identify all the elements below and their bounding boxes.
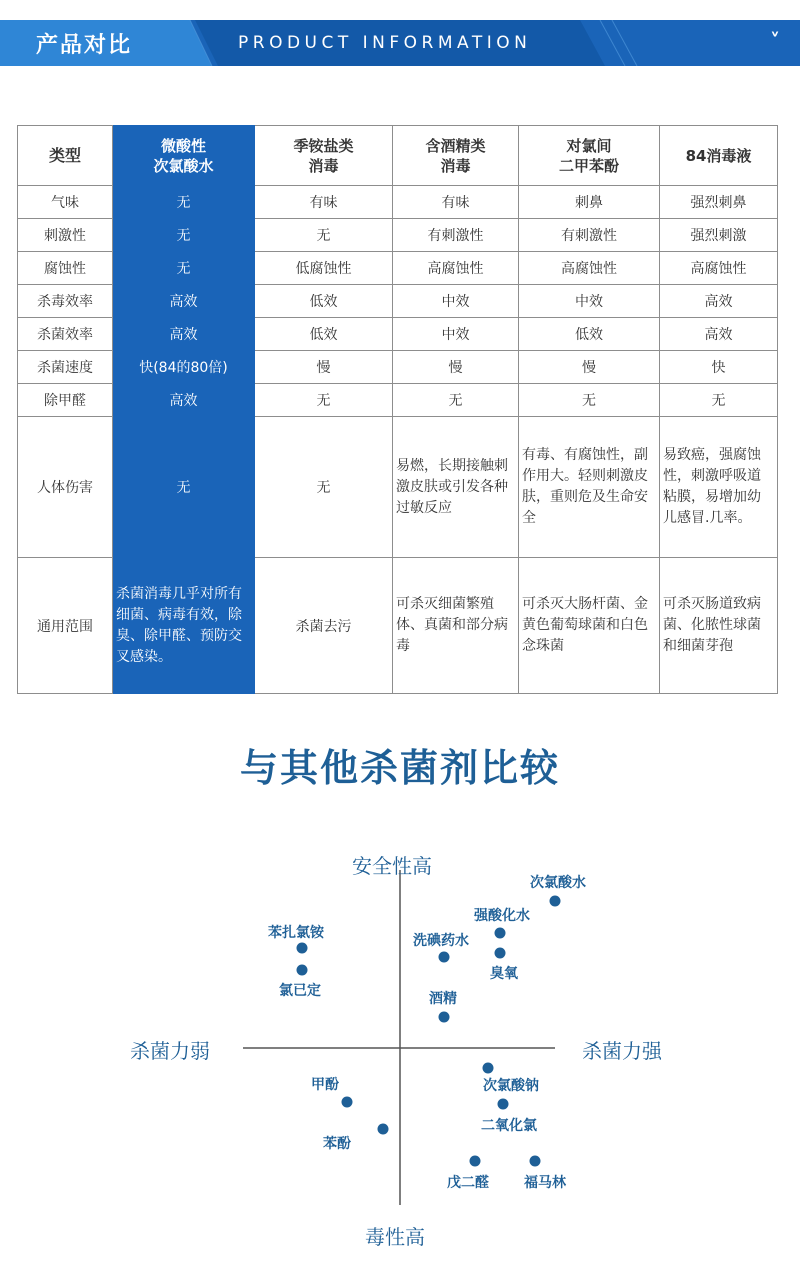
table-cell: 无 [255,219,393,252]
table-cell: 有毒、有腐蚀性，副作用大。轻则刺激皮肤，重则危及生命安全 [519,417,660,558]
table-row [18,417,778,558]
point-dot-cresol [342,1097,353,1108]
table-cell: 高腐蚀性 [393,252,519,285]
axis-left-label: 杀菌力弱 [130,1039,210,1063]
table-row [18,186,778,219]
point-label: 苯扎氯铵 [268,925,324,941]
row-label: 通用范围 [18,558,113,694]
table-cell: 高效 [660,285,778,318]
header-cell [393,126,519,186]
table-cell: 无 [113,219,255,252]
table-cell: 可杀灭大肠杆菌、金黄色葡萄球菌和白色念珠菌 [519,558,660,694]
header-alcohol: 含酒精类 消毒 [425,136,486,175]
table-cell: 强烈刺鼻 [660,186,778,219]
point-dot-glutaraldehyde [470,1156,481,1167]
table-cell: 杀菌消毒几乎对所有细菌、病毒有效，除臭、除甲醛、预防交叉感染。 [113,558,255,694]
point-dot-strong-acid [495,928,506,939]
table-row [18,558,778,694]
table-cell: 高腐蚀性 [660,252,778,285]
point-dot-phenol [378,1124,389,1135]
table-cell: 刺鼻 [519,186,660,219]
row-label: 腐蚀性 [18,252,113,285]
point-label: 甲酚 [311,1077,339,1093]
point-dot-hocl [550,896,561,907]
table-cell: 可杀灭肠道致病菌、化脓性球菌和细菌芽孢 [660,558,778,694]
banner-subtitle: PRODUCT INFORMATION [238,33,532,53]
header-cell [18,126,113,186]
table-cell: 易燃，长期接触刺激皮肤或引发各种过敏反应 [393,417,519,558]
section-title: 与其他杀菌剂比较 [239,746,560,790]
table-cell: 快(84的80倍) [113,351,255,384]
point-label: 洗碘药水 [413,933,469,949]
comparison-table [17,125,777,694]
axis-right-label: 杀菌力强 [582,1039,662,1063]
axis-top-label: 安全性高 [352,854,432,878]
point-label: 二氧化氯 [481,1118,537,1134]
table-cell: 高腐蚀性 [519,252,660,285]
header-type: 类型 [48,145,81,165]
table-cell: 无 [255,384,393,417]
table-row [18,219,778,252]
table-row [18,318,778,351]
table-cell: 高效 [113,285,255,318]
quadrant-points [0,820,800,1267]
table-cell: 慢 [519,351,660,384]
row-label: 刺激性 [18,219,113,252]
header-cell [113,126,255,186]
header-cell [255,126,393,186]
table-cell: 慢 [393,351,519,384]
table-cell: 无 [113,417,255,558]
table-cell: 低效 [255,318,393,351]
table-cell: 无 [519,384,660,417]
header-cell [660,126,778,186]
table-row [18,351,778,384]
chevron-down-icon[interactable]: ˅ [770,29,780,53]
point-label: 苯酚 [323,1136,351,1152]
point-label: 戊二醛 [447,1175,489,1191]
point-dot-chlorhexidine [297,965,308,976]
point-label: 臭氧 [490,966,518,982]
table-cell: 有味 [393,186,519,219]
table-cell: 低效 [519,318,660,351]
point-dot-iodine [439,952,450,963]
point-label: 酒精 [429,991,457,1007]
table-cell: 杀菌去污 [255,558,393,694]
table-cell: 高效 [113,384,255,417]
point-dot-clo2 [498,1099,509,1110]
table-cell: 高效 [660,318,778,351]
table-cell: 高效 [113,318,255,351]
table-row [18,285,778,318]
point-dot-formalin [530,1156,541,1167]
table-header-row [18,126,778,186]
table-cell: 有味 [255,186,393,219]
table-cell: 低腐蚀性 [255,252,393,285]
point-dot-alcohol [439,1012,450,1023]
header-84: 84消毒液 [685,146,752,165]
header-quat: 季铵盐类 消毒 [293,136,354,175]
table-cell: 慢 [255,351,393,384]
row-label: 杀毒效率 [18,285,113,318]
header-cell [519,126,660,186]
point-dot-bzk [297,943,308,954]
banner-title: 产品对比 [36,33,133,58]
quadrant-chart [0,820,800,1267]
row-label: 除甲醛 [18,384,113,417]
table-cell: 无 [393,384,519,417]
table-cell: 中效 [393,285,519,318]
point-label: 氯已定 [279,983,321,999]
table-cell: 无 [660,384,778,417]
table-cell: 低效 [255,285,393,318]
row-label: 人体伤害 [18,417,113,558]
table-cell: 快 [660,351,778,384]
table-cell: 有刺激性 [393,219,519,252]
table-cell: 可杀灭细菌繁殖体、真菌和部分病毒 [393,558,519,694]
point-label: 福马林 [524,1175,566,1191]
header-banner [0,20,800,66]
table-cell: 中效 [519,285,660,318]
row-label: 杀菌效率 [18,318,113,351]
point-label: 强酸化水 [474,908,530,924]
point-dot-ozone [495,948,506,959]
axis-bottom-label: 毒性高 [365,1225,425,1249]
table-cell: 无 [255,417,393,558]
row-label: 杀菌速度 [18,351,113,384]
table-cell: 无 [113,186,255,219]
table-row [18,384,778,417]
header-hocl: 微酸性 次氯酸水 [153,136,214,175]
point-dot-naocl [483,1063,494,1074]
table-cell: 易致癌，强腐蚀性，刺激呼吸道粘膜，易增加幼儿感冒.几率。 [660,417,778,558]
table-cell: 无 [113,252,255,285]
row-label: 气味 [18,186,113,219]
point-label: 次氯酸钠 [483,1078,539,1094]
table-row [18,252,778,285]
table-cell: 有刺激性 [519,219,660,252]
table-cell: 中效 [393,318,519,351]
header-pcmx: 对氯间 二甲苯酚 [558,136,619,175]
point-label: 次氯酸水 [530,875,586,891]
table-cell: 强烈刺激 [660,219,778,252]
